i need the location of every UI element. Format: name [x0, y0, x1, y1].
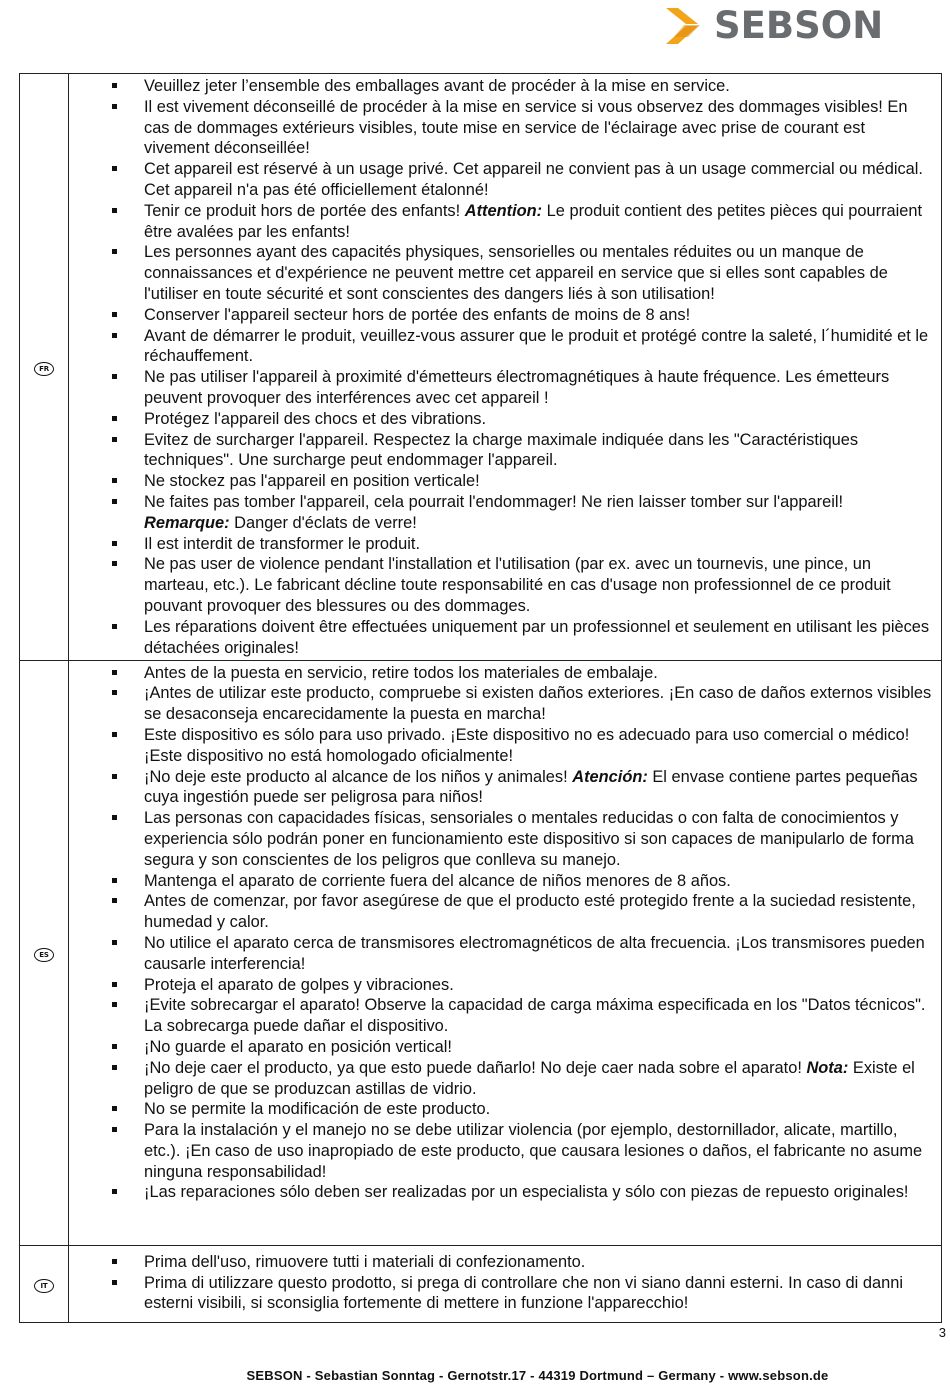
list-item-text: No se permite la modificación de este producto. [144, 1100, 491, 1119]
list-item-text: Les réparations doivent être effectuées uniquement par un professionnel et seulement en utilisant les pièces détachées originales! [144, 617, 930, 657]
list-item [69, 1252, 941, 1273]
sebson-logo [664, 4, 894, 48]
list-item-tail: Danger d'éclats de verre! [229, 513, 417, 532]
list-item-text: Protégez l'appareil des chocs et des vibrations. [144, 409, 487, 428]
section-it [20, 1245, 942, 1322]
list-item-text: Antes de la puesta en servicio, retire todos los materiales de embalaje. [144, 663, 658, 682]
list-item [69, 1037, 941, 1058]
page-number: 3 [938, 1325, 946, 1340]
list-item [69, 409, 941, 430]
list-item [69, 159, 941, 201]
list-item [69, 663, 941, 684]
emphasis-label: Nota: [806, 1058, 849, 1077]
list-item [69, 891, 941, 933]
list-item-text: Para la instalación y el manejo no se debe utilizar violencia (por ejemplo, destornillador, alicate, martillo, etc.). ¡En caso de uso inapropiado de este producto, que causara lesiones o daños, el fabricante no asume ninguna responsabilidad! [144, 1121, 923, 1181]
list-item-text: Ne faites pas tomber l'appareil, cela pourrait l'endommager! Ne rien laisser tomber sur l'appareil! [144, 492, 844, 511]
list-item [69, 683, 941, 725]
list-item-text: Antes de comenzar, por favor asegúrese de que el producto esté protegido frente a la suciedad resistente, humedad y calor. [144, 892, 916, 932]
list-item [69, 305, 941, 326]
list-item [69, 1058, 941, 1100]
safety-instructions-table [19, 73, 942, 1323]
logo-wordmark: SEBSON [714, 4, 884, 47]
list-item [69, 617, 941, 659]
list-item-text: ¡No deje este producto al alcance de los niños y animales! [144, 767, 573, 786]
list-item [69, 492, 941, 534]
list-item-text: No utilice el aparato cerca de transmisores electromagnéticos de alta frecuencia. ¡Los transmisores pueden causarle interferencia! [144, 933, 925, 973]
list-item-text: Prima dell'uso, rimuovere tutti i materiali di confezionamento. [144, 1252, 586, 1271]
list-item-text: Proteja el aparato de golpes y vibraciones. [144, 975, 454, 994]
list-item [69, 471, 941, 492]
list-item [69, 995, 941, 1037]
emphasis-label: Attention: [464, 201, 543, 220]
lang-badge-es: ES [34, 948, 54, 962]
emphasis-label: Atención: [572, 767, 648, 786]
list-item-text: Prima di utilizzare questo prodotto, si prega di controllare che non vi siano danni esterni. In caso di danni esterni visibili, si sconsiglia fortemente di mettere in funzione l'apparecchio! [144, 1273, 903, 1313]
list-item [69, 367, 941, 409]
lang-badge-fr: FR [34, 362, 54, 376]
list-item [69, 430, 941, 472]
list-item [69, 933, 941, 975]
lang-badge-it: IT [34, 1279, 54, 1293]
list-item [69, 975, 941, 996]
footer-address: SEBSON - Sebastian Sonntag - Gernotstr.17 - 44319 Dortmund – Germany - www.sebson.de [246, 1368, 829, 1383]
content-cell-it [69, 1245, 942, 1322]
list-item [69, 242, 941, 304]
list-item-text: Las personas con capacidades físicas, sensoriales o mentales reducidas o con falta de conocimientos y experiencia sólo podrán poner en funcionamiento este dispositivo si son capaces de manipularlo de forma segura y son conscientes de los peligros que conlleva su manejo. [144, 809, 914, 869]
list-item-text: ¡Antes de utilizar este producto, compruebe si existen daños exteriores. ¡En caso de daños externos visibles se desaconseja encarecidamente la puesta en marcha! [144, 684, 932, 724]
instruction-list-es [69, 661, 941, 1204]
list-item [69, 201, 941, 243]
list-item [69, 1182, 941, 1203]
list-item-tail: Existe el peligro de que se produzcan astillas de vidrio. [144, 1058, 915, 1098]
instruction-list-fr [69, 74, 941, 658]
instruction-list-it [69, 1246, 941, 1314]
lang-cell-it [20, 1245, 69, 1322]
list-item-text: Il est interdit de transformer le produit. [144, 534, 421, 553]
list-item-tail: El envase contiene partes pequeñas cuya ingestión puede ser peligrosa para niños! [144, 767, 918, 807]
list-item [69, 871, 941, 892]
content-cell-es [69, 660, 942, 1245]
emphasis-label: Remarque: [144, 513, 230, 532]
list-item [69, 1120, 941, 1182]
lang-cell-fr [20, 74, 69, 661]
list-item-text: Avant de démarrer le produit, veuillez-vous assurer que le produit et protégé contre la saleté, l´humidité et le réchauffement. [144, 326, 929, 366]
logo-chevron-icon [664, 4, 712, 48]
list-item [69, 808, 941, 870]
section-fr [20, 74, 942, 661]
list-item [69, 554, 941, 616]
list-item-text: Cet appareil est réservé à un usage privé. Cet appareil ne convient pas à un usage commercial ou médical. Cet appareil n'a pas été officiellement étalonné! [144, 160, 923, 199]
list-item-text: Les personnes ayant des capacités physiques, sensorielles ou mentales réduites ou un manque de connaissances et d'expérience ne peuvent mettre cet appareil en service que si elles sont capables de l'utiliser en toute sécurité et sont conscientes des dangers liés à son utilisation! [144, 243, 888, 303]
list-item [69, 1273, 941, 1315]
list-item-text: Tenir ce produit hors de portée des enfants! [144, 201, 465, 220]
list-item [69, 97, 941, 159]
list-item [69, 767, 941, 809]
list-item-text: Ne stockez pas l'appareil en position verticale! [144, 472, 480, 491]
list-item-text: Ne pas utiliser l'appareil à proximité d'émetteurs électromagnétiques à haute fréquence. Les émetteurs peuvent provoquer des interférences avec cet appareil ! [144, 368, 890, 407]
list-item-text: Ne pas user de violence pendant l'installation et l'utilisation (par ex. avec un tournevis, une pince, un marteau, etc.). Le fabricant décline toute responsabilité en cas d'usage non professionnel de ce produit pouvant provoquer des blessures ou des dommages. [144, 555, 891, 615]
list-item-text: Conserver l'appareil secteur hors de portée des enfants de moins de 8 ans! [144, 305, 691, 324]
list-item-text: ¡No guarde el aparato en posición vertical! [144, 1037, 452, 1056]
list-item-text: ¡Evite sobrecargar el aparato! Observe la capacidad de carga máxima especificada en los "Datos técnicos". La sobrecarga puede dañar el dispositivo. [144, 996, 926, 1036]
list-item-text: Veuillez jeter l’ensemble des emballages avant de procéder à la mise en service. [144, 77, 730, 95]
list-item-text: ¡No deje caer el producto, ya que esto puede dañarlo! No deje caer nada sobre el aparato! [144, 1058, 807, 1077]
list-item [69, 326, 941, 368]
list-item-text: Este dispositivo es sólo para uso privado. ¡Este dispositivo no es adecuado para uso comercial o médico! ¡Este dispositivo no está homologado oficialmente! [144, 725, 910, 765]
list-item-tail: Le produit contient des petites pièces qui pourraient être avalées par les enfants! [144, 201, 923, 241]
list-item-text: Il est vivement déconseillé de procéder à la mise en service si vous observez des dommages visibles! En cas de dommages extérieurs visibles, toute mise en service de l'éclairage avec prise de courant est vivement déconseillée! [144, 97, 908, 158]
list-item [69, 76, 941, 97]
list-item [69, 725, 941, 767]
list-item [69, 534, 941, 555]
list-item-text: Evitez de surcharger l'appareil. Respectez la charge maximale indiquée dans les "Caractéristiques techniques". Une surcharge peut endommager l'appareil. [144, 430, 859, 470]
lang-cell-es [20, 660, 69, 1245]
list-item [69, 1099, 941, 1120]
list-item-text: ¡Las reparaciones sólo deben ser realizadas por un especialista y sólo con piezas de repuesto originales! [144, 1183, 909, 1202]
section-es [20, 660, 942, 1245]
content-cell-fr [69, 74, 942, 661]
list-item-text: Mantenga el aparato de corriente fuera del alcance de niños menores de 8 años. [144, 871, 731, 890]
